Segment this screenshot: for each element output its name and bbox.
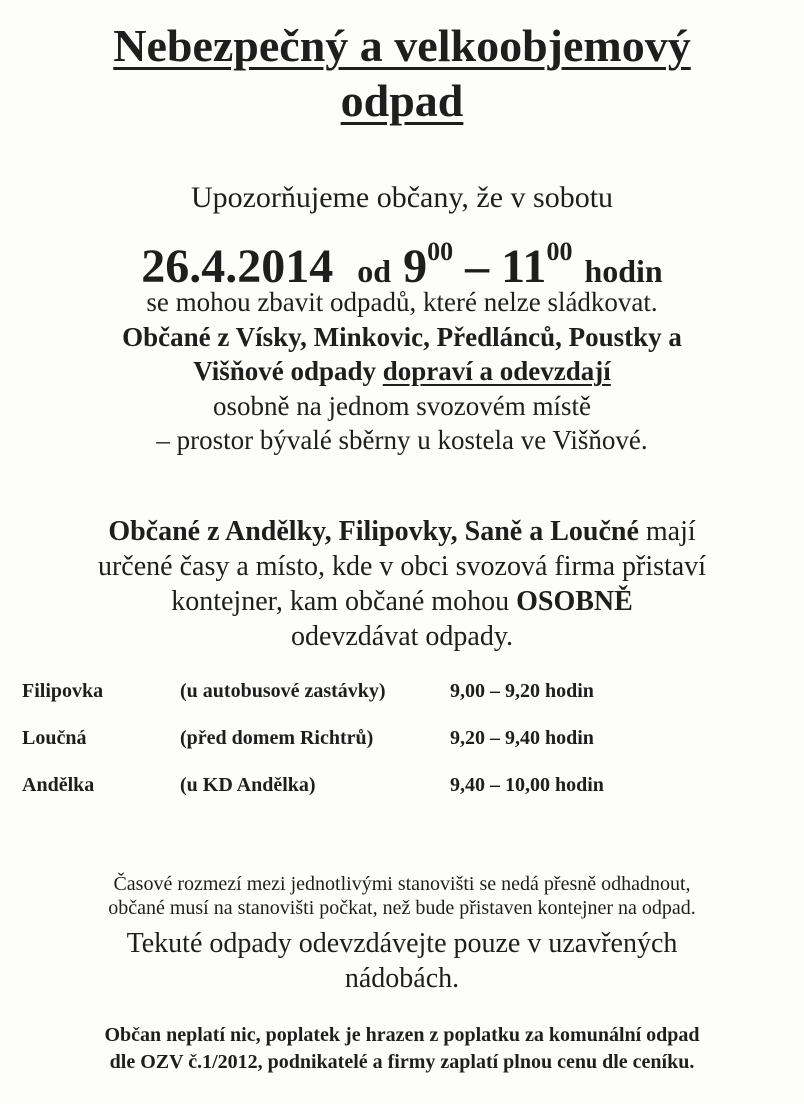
p1-line-2: Občané z Vísky, Minkovic, Předlánců, Poustky a: [122, 321, 682, 352]
schedule-time: 9,40 – 10,00 hodin: [450, 774, 604, 796]
schedule-place: Filipovka: [22, 680, 104, 702]
p1-line-4: osobně na jednom svozovém místě: [213, 390, 591, 421]
p1-line-5: – prostor bývalé sběrny u kostela ve Višňové.: [156, 425, 648, 455]
paragraph-container-villages: [0, 514, 804, 654]
table-row: [22, 727, 604, 774]
event-end-minutes: 00: [546, 237, 573, 266]
schedule-location: (před domem Richtrů): [180, 727, 374, 749]
table-row: [22, 680, 604, 727]
page-title: [0, 18, 804, 128]
p1-line-3: [0, 354, 804, 389]
title-line-1: Nebezpečný a velkoobjemový: [113, 20, 691, 71]
fee-line-1: Občan neplatí nic, poplatek je hrazen z poplatku za komunální odpad: [104, 1024, 700, 1046]
note-line-1: Časové rozmezí mezi jednotlivými stanovišti se nedá přesně odhadnout,: [113, 873, 691, 895]
p1-line-3-bold: Višňové odpady: [193, 356, 383, 386]
paragraph-collection-point: [0, 285, 804, 458]
table-row: [22, 774, 604, 821]
event-start-hour: 9: [403, 240, 428, 293]
p2-line-2: určené časy a místo, kde v obci svozová firma přistaví: [97, 551, 707, 582]
event-date: 26.4.2014: [141, 240, 334, 293]
liquid-waste-note: [0, 926, 804, 996]
note-line-2: občané musí na stanovišti počkat, než bude přistaven kontejner na odpad.: [108, 897, 696, 919]
schedule-place: Andělka: [22, 774, 95, 796]
event-dash: –: [465, 240, 490, 293]
liquid-line-1: Tekuté odpady odevzdávejte pouze v uzavřených: [126, 928, 678, 959]
schedule-table: [22, 680, 604, 821]
event-unit: hodin: [584, 253, 663, 289]
schedule-time: 9,20 – 9,40 hodin: [450, 727, 594, 749]
p1-line-3-underlined: dopraví a odevzdají: [382, 356, 611, 386]
schedule-location: (u autobusové zastávky): [180, 680, 386, 702]
p2-line-1-rest: mají: [638, 516, 696, 547]
event-from-word: od: [357, 253, 392, 289]
fee-note: [0, 1022, 804, 1076]
p2-line-4: odevzdávat odpady.: [290, 621, 514, 652]
p2-line-3-start: kontejner, kam občané mohou: [171, 586, 517, 617]
event-start-minutes: 00: [427, 237, 454, 266]
p1-line-1: se mohou zbavit odpadů, které nelze sládkovat.: [146, 287, 658, 317]
title-line-2: odpad: [340, 75, 464, 126]
timing-note: [0, 872, 804, 920]
intro-text: Upozorňujeme občany, že v sobotu: [190, 181, 614, 214]
fee-line-2: dle OZV č.1/2012, podnikatelé a firmy zaplatí plnou cenu dle ceníku.: [109, 1051, 695, 1073]
p2-line-3-bold: OSOBNĚ: [516, 586, 633, 617]
schedule-place: Loučná: [22, 727, 87, 749]
schedule-time: 9,00 – 9,20 hodin: [450, 680, 594, 702]
event-end-hour: 11: [501, 240, 547, 293]
p2-line-3: [0, 584, 804, 619]
schedule-location: (u KD Andělka): [180, 774, 316, 796]
liquid-line-2: nádobách.: [344, 963, 460, 994]
p2-line-1: [0, 514, 804, 549]
p2-line-1-bold: Občané z Andělky, Filipovky, Saně a Loučné: [108, 516, 639, 547]
